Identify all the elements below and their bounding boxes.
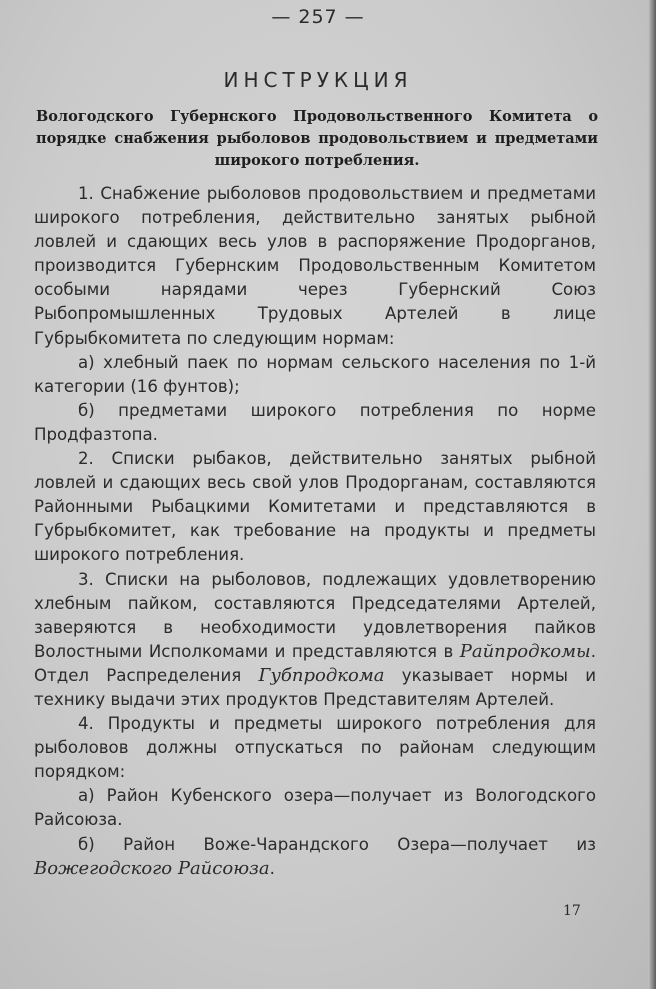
paragraph-4b-text-2: . (269, 858, 275, 878)
paragraph-4b (34, 833, 596, 881)
paragraph-4: 4. Продукты и предметы широкого потребления для рыболовов должны отпускаться по районам следующим порядком: (34, 714, 596, 782)
paragraph-3-italic-1: Райпродкомы (459, 640, 591, 662)
paragraph-4b-italic: Вожегодского Райсоюза (34, 857, 270, 879)
paragraph-3 (34, 568, 596, 713)
signature-mark: 17 (563, 903, 581, 919)
paragraph-1a: а) хлебный паек по нормам сельского населения по 1-й категории (16 фунтов); (34, 352, 596, 396)
paragraph-3-text-2: . Отдел Распределения (34, 641, 596, 685)
paragraph-1: 1. Снабжение рыболовов продовольствием и предметами широкого потребления, действительно занятых рыбной ловлей и сдающих весь улов в распоряжение Продорганов, производится Губернским Продовольственным Комитетом особыми нарядами через Губернский Союз Рыбопромышленных Трудовых Артелей в лице Губрыбкомитета по следующим нормам: (34, 184, 596, 348)
paragraph-3-text-3: указывает нормы и технику выдачи этих продуктов Представителям Артелей. (34, 665, 596, 709)
page-number: — 257 — (271, 6, 365, 28)
paragraph-3-text-1: 3. Списки на рыболовов, подлежащих удовлетворению хлебным пайком, составляются Председателями Артелей, заверяются в необходимости удовлетворения пайков Волостными Исполкомами и представляются в (34, 569, 596, 661)
document-body (34, 182, 596, 881)
document-title: ИНСТРУКЦИЯ (223, 68, 413, 92)
paragraph-4b-text-1: б) Район Воже-Чарандского Озера—получает из (78, 834, 596, 854)
paragraph-2: 2. Списки рыбаков, действительно занятых рыбной ловлей и сдающих весь свой улов Продорганам, составляются Районными Рыбацкими Комитетами и представляются в Губрыбкомитет, как требование на продукты и предметы широкого потребления. (34, 449, 596, 565)
paragraph-3-italic-2: Губпродкома (258, 664, 385, 686)
paragraph-4a: а) Район Кубенского озера—получает из Вологодского Райсоюза. (34, 786, 596, 830)
paragraph-1b: б) предметами широкого потребления по норме Продфазтопа. (34, 400, 596, 444)
page-edge-shadow (648, 0, 656, 989)
document-subtitle: Вологодского Губернского Продовольственного Комитета о порядке снабжения рыболовов продовольствием и предметами широкого потребления. (36, 108, 598, 169)
